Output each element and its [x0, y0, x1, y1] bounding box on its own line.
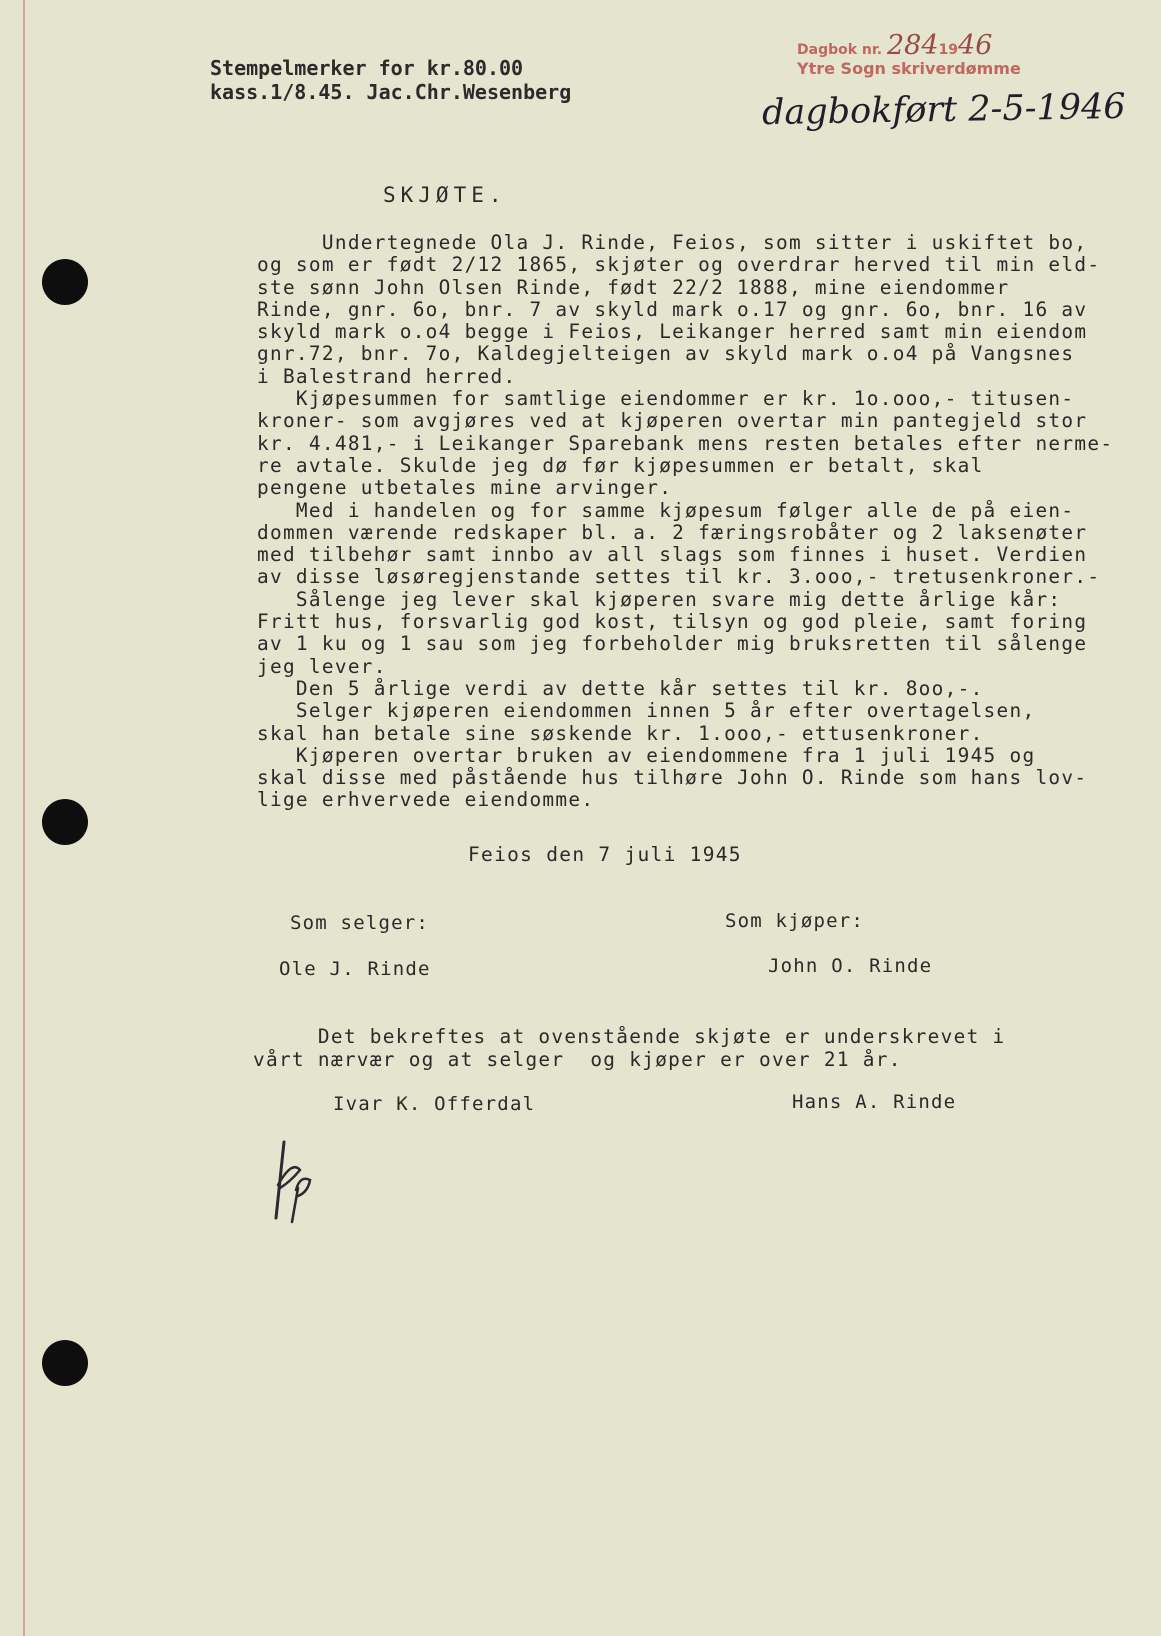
- witness-statement: [253, 1025, 1006, 1071]
- body-line: kroner- som avgjøres ved at kjøperen overtar min pantegjeld stor: [257, 409, 1088, 433]
- body-line: Rinde, gnr. 6o, bnr. 7 av skyld mark o.17 og gnr. 6o, bnr. 16 av: [257, 297, 1088, 321]
- body-line: i Balestrand herred.: [257, 364, 517, 388]
- journal-note: dagbokført 2-5-1946: [761, 86, 1126, 134]
- body-line: med tilbehør samt innbo av all slags som finnes i huset. Verdien: [257, 543, 1088, 567]
- stamp-duty-line: kass.1/8.45. Jac.Chr.Wesenberg: [210, 80, 572, 104]
- registry-number: 284: [886, 30, 939, 61]
- seller-label: Som selger:: [290, 912, 430, 934]
- seller-name: Ole J. Rinde: [279, 958, 431, 980]
- witness-name: Hans A. Rinde: [792, 1091, 957, 1113]
- document-title: SKJØTE.: [383, 183, 507, 207]
- buyer-label: Som kjøper:: [725, 910, 865, 932]
- stamp-duty-line: Stempelmerker for kr.80.00: [210, 56, 524, 80]
- body-line: skyld mark o.o4 begge i Feios, Leikanger herred samt min eiendom: [257, 320, 1088, 344]
- body-line: Med i handelen og for samme kjøpesum følger alle de på eien-: [257, 498, 1075, 522]
- body-line: re avtale. Skulde jeg dø før kjøpesummen er betalt, skal: [257, 453, 984, 477]
- body-line: av 1 ku og 1 sau som jeg forbeholder mig bruksretten til sålenge: [257, 632, 1088, 656]
- body-line: skal disse med påstående hus tilhøre John O. Rinde som hans lov-: [257, 766, 1088, 790]
- registry-office: Ytre Sogn skriverdømme: [797, 59, 1021, 78]
- body-line: av disse løsøregjenstande settes til kr. 3.ooo,- tretusenkroner.-: [257, 565, 1101, 589]
- registry-year-handwritten: 46: [958, 30, 993, 61]
- body-line: Den 5 årlige verdi av dette kår settes til kr. 8oo,-.: [257, 676, 984, 700]
- punch-hole: [42, 259, 88, 305]
- registry-year-printed: 19: [938, 42, 959, 58]
- buyer-name: John O. Rinde: [768, 955, 933, 977]
- body-line: jeg lever.: [257, 654, 387, 678]
- body-line: skal han betale sine søskende kr. 1.ooo,- ettusenkroner.: [257, 721, 984, 745]
- body-line: Undertegnede Ola J. Rinde, Feios, som sitter i uskiftet bo,: [257, 231, 1088, 254]
- registry-stamp: [797, 30, 1021, 78]
- body-line: lige erhvervede eiendomme.: [257, 788, 595, 812]
- punch-hole: [42, 799, 88, 845]
- body-line: pengene utbetales mine arvinger.: [257, 476, 673, 500]
- body-line: Sålenge jeg lever skal kjøperen svare mig dette årlige kår:: [257, 587, 1062, 611]
- handwritten-initials: [270, 1130, 330, 1234]
- witness-line: vårt nærvær og at selger og kjøper er over 21 år.: [253, 1048, 902, 1071]
- body-line: kr. 4.481,- i Leikanger Sparebank mens resten betales efter nerme-: [257, 431, 1114, 455]
- body-line: Fritt hus, forsvarlig god kost, tilsyn og god pleie, samt foring: [257, 610, 1088, 634]
- initials-mark: [270, 1130, 330, 1230]
- body-line: ste sønn John Olsen Rinde, født 22/2 1888, mine eiendommer: [257, 275, 1010, 299]
- place-date: Feios den 7 juli 1945: [468, 843, 742, 866]
- margin-rule: [23, 0, 25, 1636]
- registry-label: Dagbok nr.: [797, 42, 883, 58]
- deed-body: [257, 232, 1137, 812]
- witness-line: Det bekreftes at ovenstående skjøte er underskrevet i: [253, 1025, 1006, 1048]
- body-line: dommen værende redskaper bl. a. 2 færingsrobåter og 2 laksenøter: [257, 520, 1088, 544]
- stamp-duty-note: [210, 56, 571, 104]
- punch-hole: [42, 1340, 88, 1386]
- body-line: Selger kjøperen eiendommen innen 5 år efter overtagelsen,: [257, 699, 1036, 723]
- witness-name: Ivar K. Offerdal: [333, 1093, 536, 1115]
- body-line: og som er født 2/12 1865, skjøter og overdrar herved til min eld-: [257, 253, 1101, 277]
- body-line: Kjøpesummen for samtlige eiendommer er kr. 1o.ooo,- titusen-: [257, 387, 1075, 411]
- body-line: Kjøperen overtar bruken av eiendommene fra 1 juli 1945 og: [257, 743, 1036, 767]
- body-line: gnr.72, bnr. 7o, Kaldegjelteigen av skyld mark o.o4 på Vangsnes: [257, 342, 1075, 366]
